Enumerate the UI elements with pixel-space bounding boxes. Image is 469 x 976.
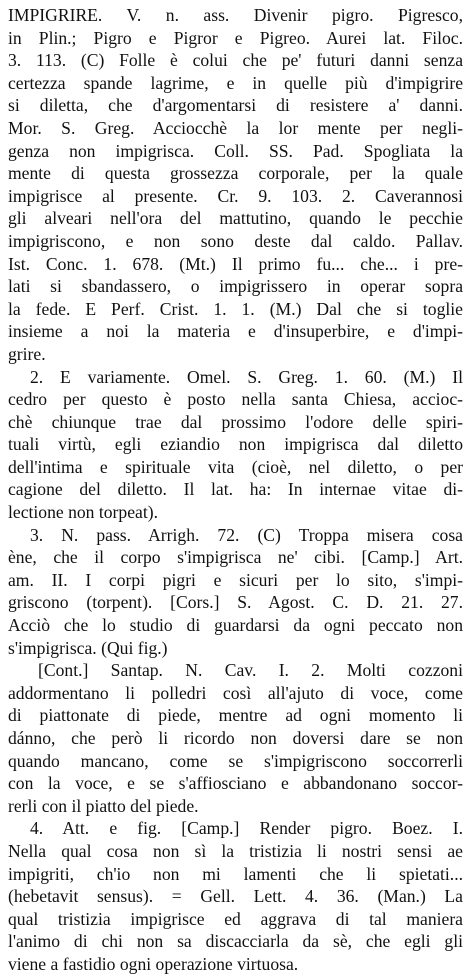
entry-line: mente di questa grossezza corporale, per la quale xyxy=(8,163,463,184)
entry-line: 4. Att. e fig. [Camp.] Render pigro. Boez. I. xyxy=(30,818,463,839)
entry-line: 3. 113. (C) Folle è colui che pe' futuri danni senza xyxy=(8,50,463,71)
entry-line: la fede. E Perf. Crist. 1. 1. (M.) Dal che si toglie xyxy=(8,298,463,319)
entry-line: viene a fastidio ogni operazione virtuosa. xyxy=(8,953,299,974)
entry-line: qual tristizia impigrisce ed aggrava di tal maniera xyxy=(8,908,463,929)
entry-line: di piattonate di piede, mentre ad ogni momento li xyxy=(8,705,463,726)
entry-line: dell'intima e spirituale vita (cioè, nel diletto, o per xyxy=(8,456,463,477)
entry-line: s'impigrisca. (Qui fig.) xyxy=(8,637,168,658)
entry-line: griscono (torpent). [Cors.] S. Agost. C. D. 21. 27. xyxy=(8,592,463,613)
entry-line: Nella qual cosa non sì la tristizia li nostri sensi ae xyxy=(8,840,463,861)
entry-line: l'animo di chi non sa discacciarla da sè, che egli gli xyxy=(8,931,463,952)
entry-text-column xyxy=(8,4,463,976)
entry-line: Mor. S. Greg. Acciocchè la lor mente per negli- xyxy=(8,117,463,138)
entry-line: rerli con il piatto del piede. xyxy=(8,795,199,816)
entry-line: addormentano li polledri così all'ajuto di voce, come xyxy=(8,682,463,703)
entry-line: in Plin.; Pigro e Pigror e Pigreo. Aurei lat. Filoc. xyxy=(8,27,463,48)
entry-line: grire. xyxy=(8,343,46,364)
entry-line: ène, che il corpo s'impigrisca ne' cibi. [Camp.] Art. xyxy=(8,547,463,568)
entry-line: gli alveari nell'ora del mattutino, quando le pecchie xyxy=(8,208,463,229)
entry-line: impigriscono, e non sono deste dal caldo. Pallav. xyxy=(8,230,463,251)
entry-line: Acciò che lo studio di guardarsi da ogni peccato non xyxy=(8,615,463,636)
entry-line: 3. N. pass. Arrigh. 72. (C) Troppa misera cosa xyxy=(30,524,463,545)
entry-line: IMPIGRIRE. V. n. ass. Divenir pigro. Pigresco, xyxy=(8,5,463,25)
entry-line: (hebetavit sensus). = Gell. Lett. 4. 36. (Man.) La xyxy=(8,886,463,907)
entry-line: [Cont.] Santap. N. Cav. I. 2. Molti cozzoni xyxy=(38,660,463,681)
entry-line: certezza spande lagrime, e in quelle più d'impigrire xyxy=(8,72,463,93)
entry-line: dánno, che però li ricordo non doversi dare se non xyxy=(8,728,463,748)
entry-line: si diletta, che d'argomentarsi di resistere a' danni. xyxy=(8,95,463,116)
entry-line: lati si sbandassero, o impigrissero in operar sopra xyxy=(8,276,463,297)
entry-line: chè chiunque trae dal prossimo l'odore delle spiri- xyxy=(8,411,463,432)
entry-line: lectione non torpeat). xyxy=(8,502,158,523)
entry-line: cedro per questo è posto nella santa Chiesa, accioc- xyxy=(8,389,463,410)
entry-line: 2. E variamente. Omel. S. Greg. 1. 60. (M.) Il xyxy=(30,366,463,387)
entry-line: impigriti, ch'io non mi lamenti che li spietati... xyxy=(8,863,463,884)
entry-line: Ist. Conc. 1. 678. (Mt.) Il primo fu... che... i pre- xyxy=(8,253,463,274)
entry-line: impigrisce al presente. Cr. 9. 103. 2. Caverannosi xyxy=(8,185,463,206)
entry-line: con la voce, e se s'affiosciano e abbandonano soccor- xyxy=(8,773,463,794)
entry-line: insieme a noi la materia e d'insuperbire, e d'impi- xyxy=(8,321,463,342)
entry-line: am. II. I corpi pigri e sicuri per lo sito, s'impi- xyxy=(8,569,463,590)
entry-line: tuali virtù, egli eziandio non impigrisca dal diletto xyxy=(8,434,463,455)
entry-line: genza non impigrisca. Coll. SS. Pad. Spogliata la xyxy=(8,140,463,161)
entry-line: cagione del diletto. Il lat. ha: In internae vitae di- xyxy=(8,479,463,500)
entry-line: quando mancano, come se s'impigriscono soccorrerli xyxy=(8,750,463,771)
